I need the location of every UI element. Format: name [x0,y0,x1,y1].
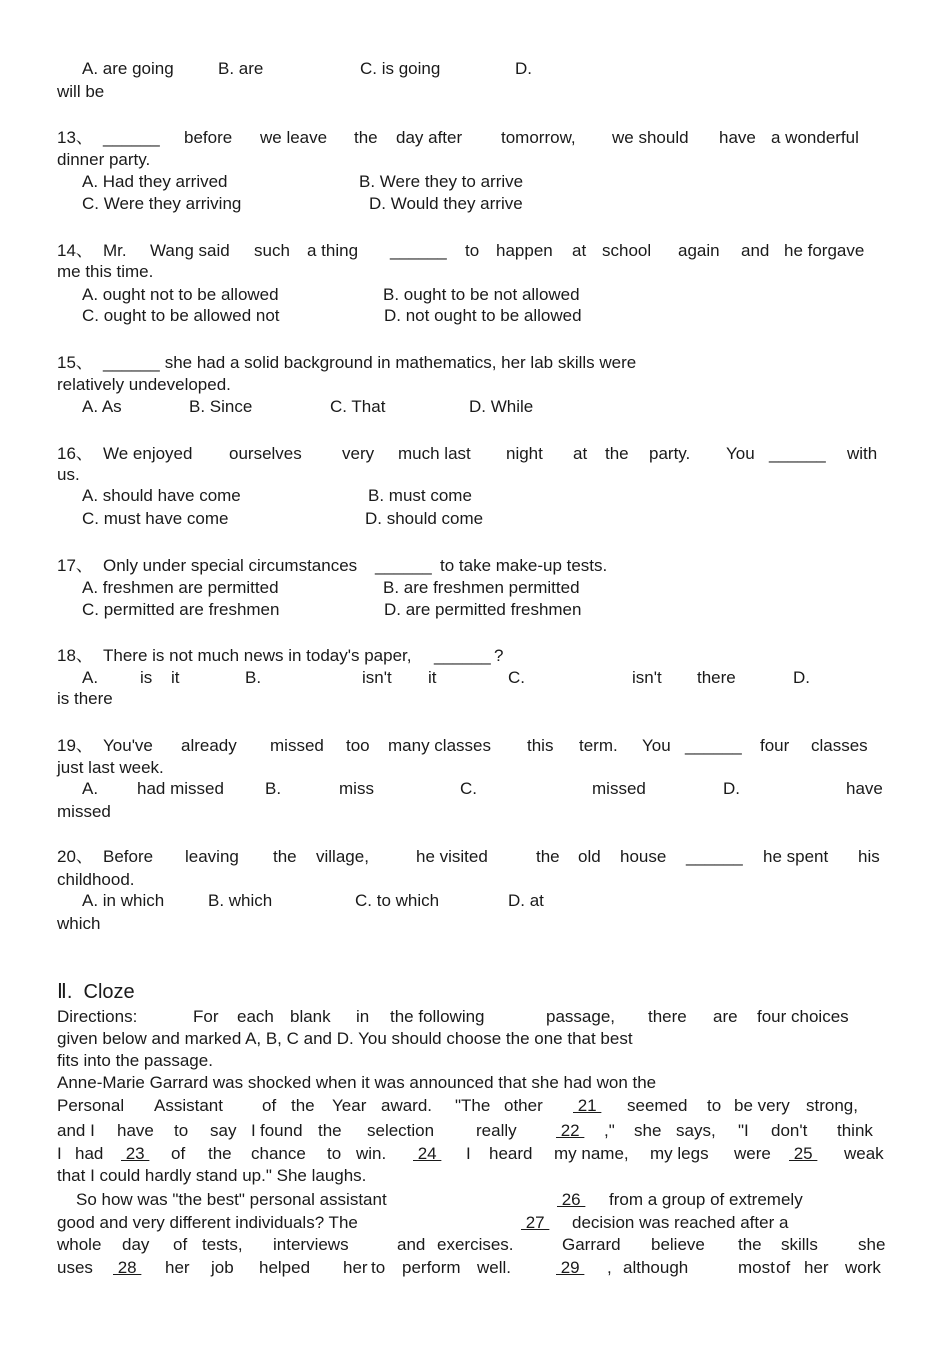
passage-word: chance [251,1144,306,1163]
q19-word: too [346,736,370,755]
q16-option-d: D. should come [365,509,484,528]
q13-blank: ______ [103,128,160,147]
directions-word: Directions: [57,1007,138,1026]
q20-option-a: A. in which [82,891,165,910]
passage-word: believe [651,1235,705,1254]
passage-word: to [371,1258,386,1277]
passage-word: tests, [202,1235,243,1254]
passage-line: good and very different individuals? The [57,1213,358,1232]
passage-word: although [623,1258,689,1277]
q14-blank: ______ [390,241,447,260]
q13-number: 13、 [57,128,93,147]
passage-word: say [210,1121,237,1140]
passage-word: to [327,1144,342,1163]
q14-word: and [741,241,770,260]
q12-option-b: B. are [218,59,264,78]
passage-line: from a group of extremely [609,1190,803,1209]
q13-word: we should [612,128,689,147]
directions-word: in [356,1007,370,1026]
q13-word: have [719,128,756,147]
q18-option-b: B. [245,668,262,687]
q20-option-d-cont: which [57,914,101,933]
q15-stem: she had a solid background in mathematics, her lab skills were [160,353,637,372]
q20-option-c: C. to which [355,891,440,910]
passage-word: other [504,1096,543,1115]
q19-option-c-text: missed [592,779,646,798]
q19-word: classes [811,736,868,755]
q19-word: missed [270,736,324,755]
q19-option-a-text: had missed [137,779,224,798]
q18-blank: ______ [434,646,491,665]
blank-26: 26 [557,1190,586,1209]
q19-word: term. [579,736,618,755]
q13-word: before [184,128,233,147]
passage-word: my legs [650,1144,709,1163]
q16-word: much last [398,444,471,463]
q19-word: many classes [388,736,491,755]
q19-option-d-text: have [846,779,883,798]
passage-word: my name, [554,1144,629,1163]
q19-blank: ______ [685,736,742,755]
passage-word: weak [844,1144,884,1163]
q17-option-c: C. permitted are freshmen [82,600,280,619]
section-title: Ⅱ. Cloze [57,981,135,1003]
q17-option-d: D. are permitted freshmen [384,600,582,619]
q18-option-a: A. [82,668,99,687]
q18-question-mark: ? [494,646,504,665]
q16-word: the [605,444,629,463]
q12-option-d-cont: will be [57,82,105,101]
passage-line: So how was "the best" personal assistant [76,1190,387,1209]
q13-word: day after [396,128,463,147]
passage-word: "The [455,1096,491,1115]
passage-word: had [75,1144,104,1163]
passage-word: heard [489,1144,533,1163]
q14-word: school [602,241,652,260]
q20-word: the [536,847,560,866]
passage-word: were [734,1144,771,1163]
q19-option-c: C. [460,779,477,798]
passage-word: she [634,1121,662,1140]
q20-word: the [273,847,297,866]
q18-option-a-word: is [140,668,153,687]
q20-word: house [620,847,667,866]
q15-number: 15、 [57,353,93,372]
q16-option-a: A. should have come [82,486,241,505]
passage-word: exercises. [437,1235,514,1254]
blank-21: 21 [573,1096,602,1115]
q18-option-a-word: it [171,668,180,687]
passage-word: the [738,1235,762,1254]
q19-word: already [181,736,237,755]
q16-word: very [342,444,375,463]
passage-word: seemed [627,1096,688,1115]
q13-option-a: A. Had they arrived [82,172,228,191]
q18-option-d-cont: is there [57,689,113,708]
passage-word: to [174,1121,189,1140]
passage-word: her [804,1258,829,1277]
passage-word: skills [781,1235,818,1254]
passage-word: of [776,1258,791,1277]
q16-word: You [726,444,755,463]
passage-word: I [57,1144,62,1163]
q20-stem-cont: childhood. [57,870,135,889]
directions-word: each [237,1007,274,1026]
q19-option-d-cont: missed [57,802,111,821]
q20-word: village, [316,847,369,866]
q14-word: such [254,241,290,260]
passage-word: win. [356,1144,387,1163]
q13-word: a wonderful [771,128,859,147]
q14-option-c: C. ought to be allowed not [82,306,280,325]
q14-number: 14、 [57,241,93,260]
blank-29: 29 [556,1258,585,1277]
blank-27: 27 [521,1213,550,1232]
passage-word: really [476,1121,517,1140]
q19-word: You [642,736,671,755]
q15-option-d: D. While [469,397,534,416]
passage-word: most [738,1258,775,1277]
passage-word: her [165,1258,190,1277]
q16-word: at [573,444,588,463]
passage-word: Assistant [154,1096,223,1115]
passage-word: award. [381,1096,433,1115]
passage-word: have [117,1121,154,1140]
q19-stem-cont: just last week. [57,758,164,777]
directions-word: passage, [546,1007,615,1026]
q14-word: happen [496,241,553,260]
q16-stem-cont: us. [57,465,80,484]
q20-number: 20、 [57,847,93,866]
directions-line: given below and marked A, B, C and D. You should choose the one that best [57,1029,633,1048]
directions-word: four choices [757,1007,849,1026]
q17-option-a: A. freshmen are permitted [82,578,279,597]
q19-word: four [760,736,790,755]
q19-option-b: B. [265,779,282,798]
passage-word: the [318,1121,342,1140]
q15-option-c: C. That [330,397,386,416]
q20-word: old [578,847,601,866]
passage-word: found [260,1121,303,1140]
q16-word: with [847,444,878,463]
q17-stem-end: to take make-up tests. [440,556,608,575]
q19-option-b-text: miss [339,779,374,798]
q20-option-d: D. at [508,891,544,910]
q16-blank: ______ [769,444,826,463]
blank-24: 24 [413,1144,442,1163]
q18-option-c-word: there [697,668,736,687]
q12-option-c: C. is going [360,59,441,78]
directions-word: blank [290,1007,331,1026]
passage-word: selection [367,1121,435,1140]
passage-word: uses [57,1258,93,1277]
q16-word: ourselves [229,444,302,463]
q20-word: leaving [185,847,239,866]
passage-word: , [607,1258,612,1277]
passage-word: I [251,1121,256,1140]
blank-22: 22 [556,1121,585,1140]
q14-word: a thing [307,241,359,260]
passage-word: she [858,1235,886,1254]
q15-option-b: B. Since [189,397,253,416]
q16-option-b: B. must come [368,486,472,505]
q15-stem-cont: relatively undeveloped. [57,375,231,394]
q20-word: Before [103,847,154,866]
q17-blank: ______ [375,556,432,575]
passage-word: ," [604,1121,615,1140]
passage-word: her [343,1258,368,1277]
passage-word: think [837,1121,873,1140]
q20-option-b: B. which [208,891,273,910]
blank-25: 25 [789,1144,818,1163]
q18-option-b-word: it [428,668,437,687]
q19-word: this [527,736,554,755]
passage-word: of [262,1096,277,1115]
q18-stem: There is not much news in today's paper, [103,646,412,665]
q14-word: he forgave [784,241,865,260]
q13-option-d: D. Would they arrive [369,194,523,213]
q16-option-c: C. must have come [82,509,229,528]
q17-number: 17、 [57,556,93,575]
passage-word: of [171,1144,186,1163]
q16-word: night [506,444,543,463]
passage-word: job [211,1258,234,1277]
passage-word: and [397,1235,426,1254]
directions-line: fits into the passage. [57,1051,213,1070]
q18-option-c-word: isn't [632,668,662,687]
q17-stem: Only under special circumstances [103,556,358,575]
passage-word: the [291,1096,315,1115]
q20-word: his [858,847,880,866]
blank-23: 23 [121,1144,150,1163]
q20-blank: ______ [686,847,743,866]
q18-option-d: D. [793,668,810,687]
q14-option-a: A. ought not to be allowed [82,285,279,304]
passage-word: and I [57,1121,95,1140]
q14-option-b: B. ought to be not allowed [383,285,580,304]
passage-line: that I could hardly stand up." She laughs. [57,1166,367,1185]
passage-word: whole [57,1235,102,1254]
passage-word: be very [734,1096,790,1115]
passage-word: to [707,1096,722,1115]
passage-word: perform [402,1258,461,1277]
q19-number: 19、 [57,736,93,755]
passage-word: work [845,1258,881,1277]
directions-word: the following [390,1007,485,1026]
directions-word: For [193,1007,219,1026]
q16-number: 16、 [57,444,93,463]
q15-option-a: A. As [82,397,122,416]
passage-word: helped [259,1258,311,1277]
q16-word: party. [649,444,691,463]
q13-option-b: B. Were they to arrive [359,172,524,191]
q12-option-a: A. are going [82,59,174,78]
passage-word: of [173,1235,188,1254]
passage-word: well. [477,1258,512,1277]
directions-word: are [713,1007,738,1026]
passage-word: Year [332,1096,367,1115]
q14-stem-cont: me this time. [57,262,154,281]
blank-28: 28 [113,1258,142,1277]
q19-option-a: A. [82,779,99,798]
q16-word: We enjoyed [103,444,193,463]
q13-word: the [354,128,378,147]
passage-word: Garrard [562,1235,621,1254]
passage-word: day [122,1235,150,1254]
passage-line: Anne-Marie Garrard was shocked when it was announced that she had won the [57,1073,657,1092]
passage-word: interviews [273,1235,349,1254]
passage-word: says, [676,1121,716,1140]
q20-word: he visited [416,847,488,866]
q12-option-d: D. [515,59,532,78]
q13-word: tomorrow, [501,128,576,147]
q19-option-d: D. [723,779,740,798]
q13-word: we leave [260,128,328,147]
q13-option-c: C. Were they arriving [82,194,242,213]
q18-number: 18、 [57,646,93,665]
q14-word: Mr. [103,241,127,260]
passage-word: strong, [806,1096,858,1115]
q17-option-b: B. are freshmen permitted [383,578,580,597]
passage-word: I [466,1144,471,1163]
q19-word: You've [103,736,153,755]
q14-word: to [465,241,480,260]
q15-blank: ______ [103,353,160,372]
q18-option-b-word: isn't [362,668,392,687]
passage-word: Personal [57,1096,125,1115]
q14-word: at [572,241,587,260]
q14-option-d: D. not ought to be allowed [384,306,582,325]
passage-word: "I [738,1121,749,1140]
passage-line: decision was reached after a [572,1213,789,1232]
q18-option-c: C. [508,668,525,687]
passage-word: don't [771,1121,808,1140]
q20-word: he spent [763,847,829,866]
passage-word: the [208,1144,232,1163]
q14-word: Wang said [150,241,230,260]
q14-word: again [678,241,720,260]
directions-word: there [648,1007,687,1026]
q13-stem-cont: dinner party. [57,150,151,169]
